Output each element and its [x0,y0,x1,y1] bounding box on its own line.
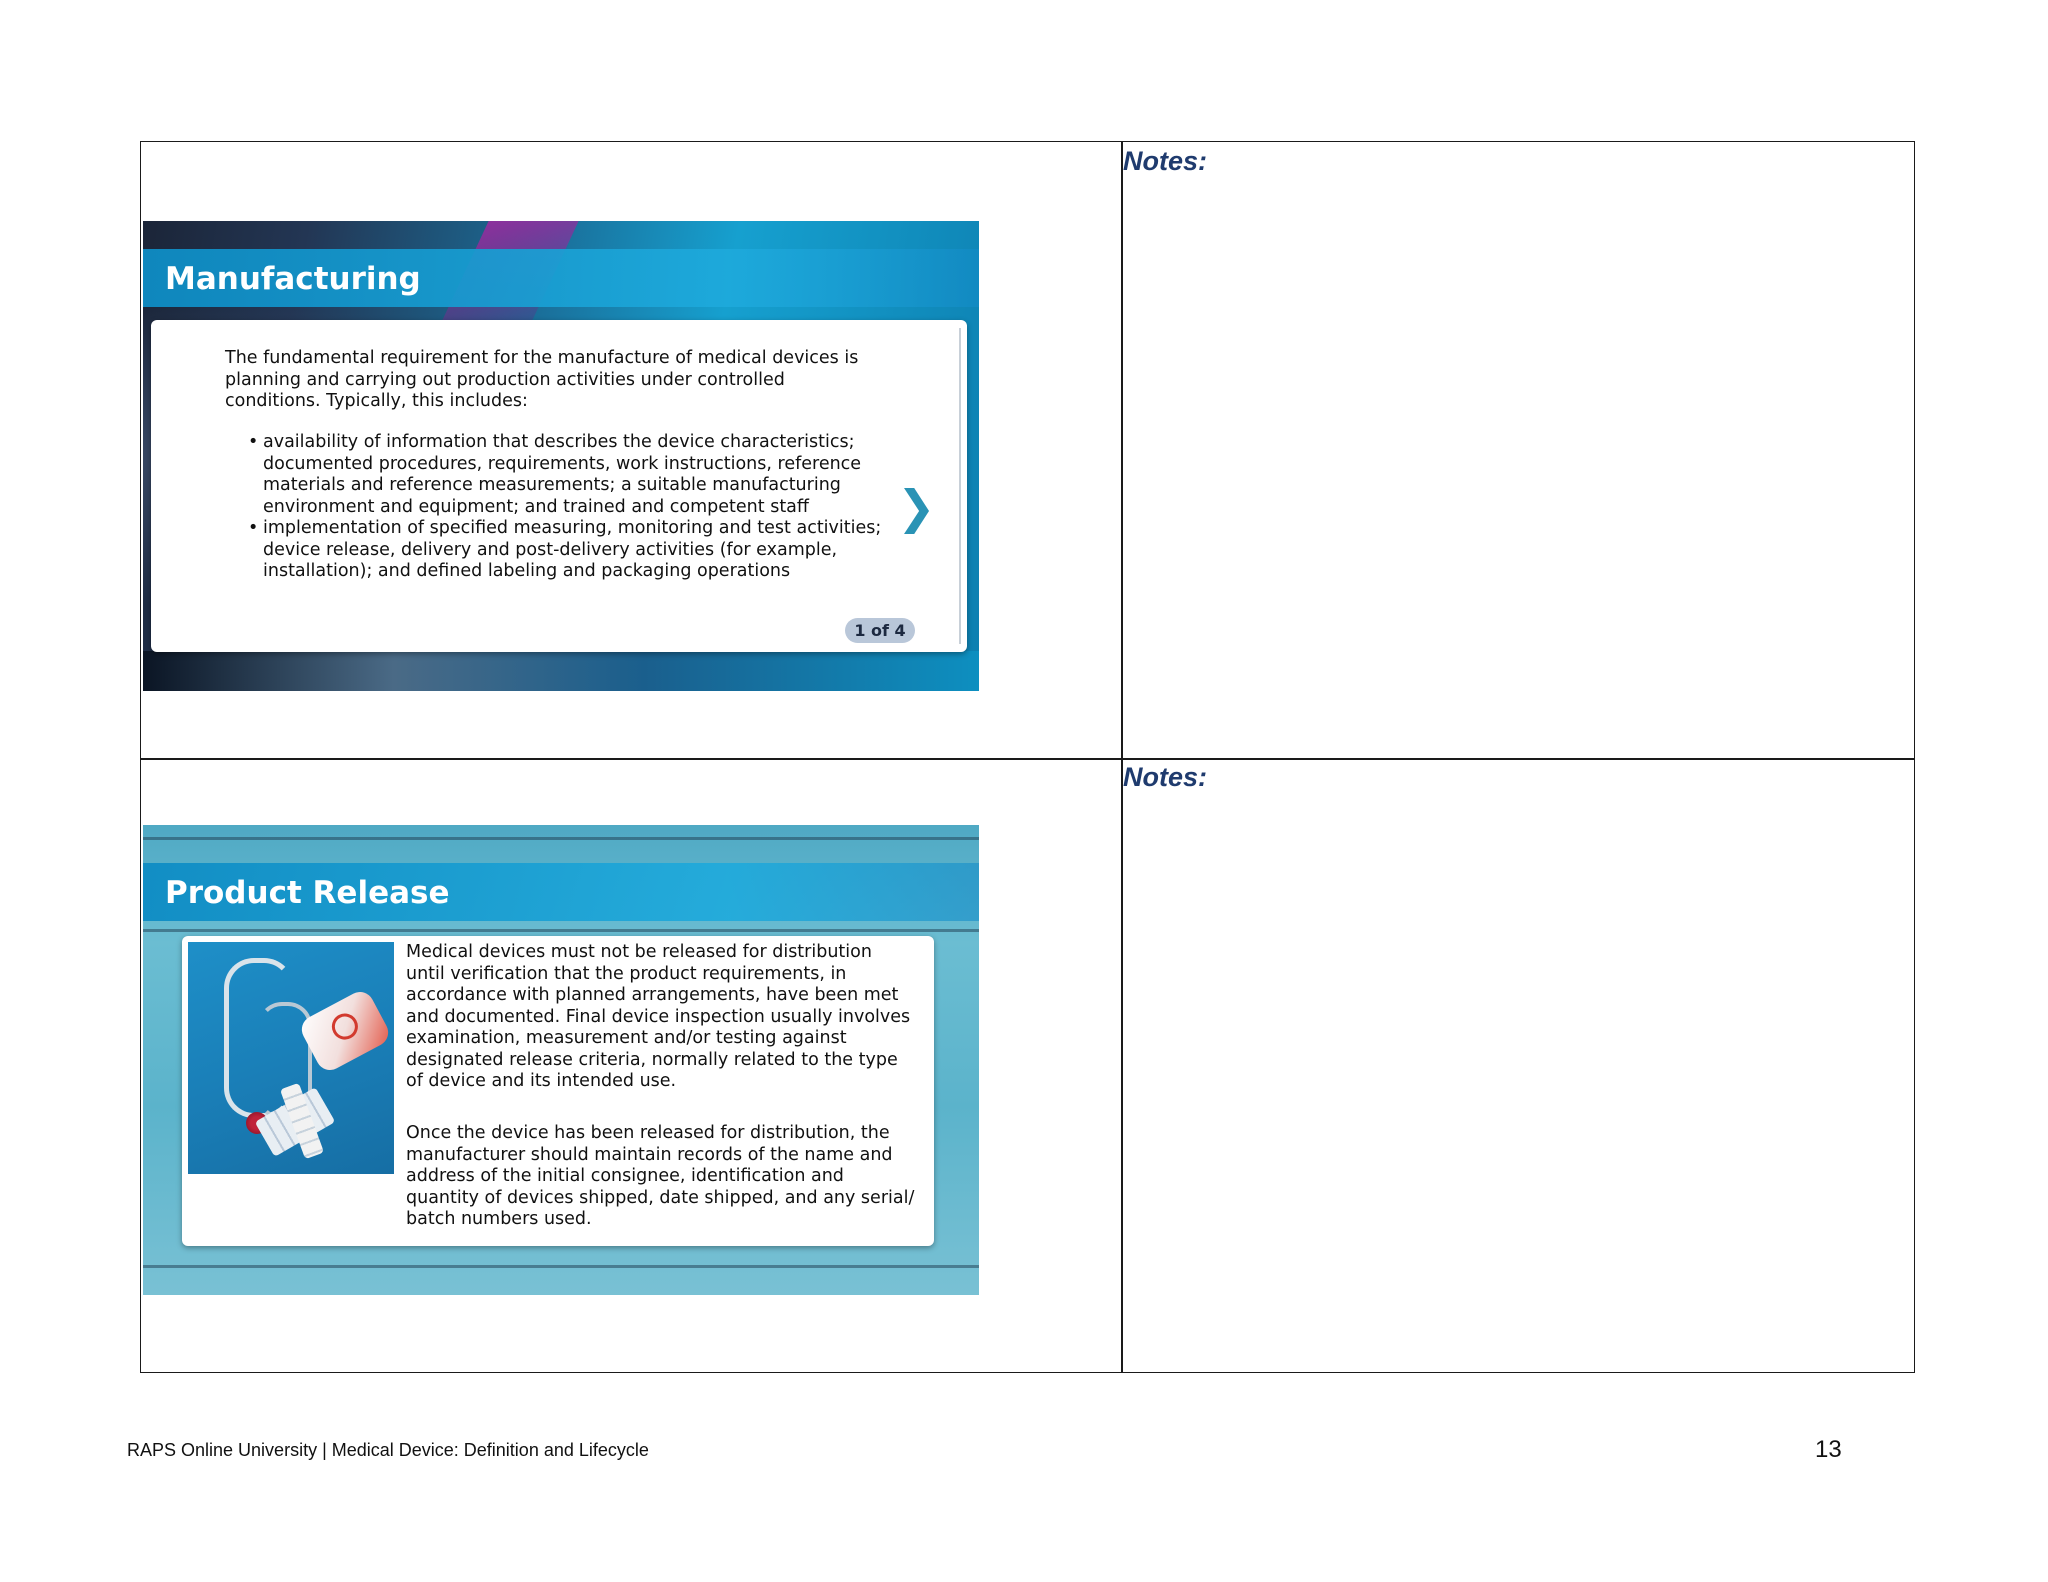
column-divider [1121,142,1123,1372]
notes-label: Notes: [1123,762,1208,792]
bullet-item: • implementation of specified measuring, monitoring and test activities; device release, delivery and post-delivery activities (for example, installation); and defined labeling and packaging operations [263,518,893,583]
slide-paragraph: Medical devices must not be released for distribution until verification that the product requirements, in accordance with planned arrangements, have been met and documented. Final device inspection usually involves examination, measurement and/or testing against designated release criteria, normally related to the type of device and its intended use. [406,942,911,1091]
slide-content-card [151,320,967,652]
kit-emblem [327,1009,362,1044]
decorative-shelf [143,929,979,932]
bullet-list [243,432,893,583]
slide-paragraph: Once the device has been released for distribution, the manufacturer should maintain records of the name and address of the initial consignee, identification and quantity of devices shipped, date shipped, and any serial/ batch numbers used. [406,1123,915,1229]
bullet-item: • availability of information that describes the device characteristics; documented procedures, requirements, work instructions, reference materials and reference measurements; a suitable manufacturing environment and equipment; and trained and competent staff [263,432,893,518]
decorative-shelf [143,837,979,840]
slide-title: Manufacturing [165,261,421,297]
slide-manufacturing [143,221,979,691]
page-number: 13 [1815,1436,1842,1463]
slide-intro-text: The fundamental requirement for the manufacture of medical devices is planning and carrying out production activities under controlled conditions. Typically, this includes: [225,348,859,411]
chevron-right-icon[interactable]: ❯ [897,480,936,534]
page-indicator: 1 of 4 [845,618,915,643]
slide-content-card [182,936,934,1246]
medical-supplies-image [188,942,394,1174]
decorative-background [143,651,979,691]
card-scrollbar [959,328,961,644]
slide-notes-table [140,141,1915,1373]
slide-title: Product Release [165,875,450,911]
row-divider [141,758,1914,760]
slide-title-bar [143,249,979,307]
decorative-shelf [143,1265,979,1268]
slide-product-release [143,825,979,1295]
notes-label: Notes: [1123,146,1208,176]
footer-course-title: RAPS Online University | Medical Device: Definition and Lifecycle [127,1440,649,1460]
slide-title-bar [143,863,979,921]
